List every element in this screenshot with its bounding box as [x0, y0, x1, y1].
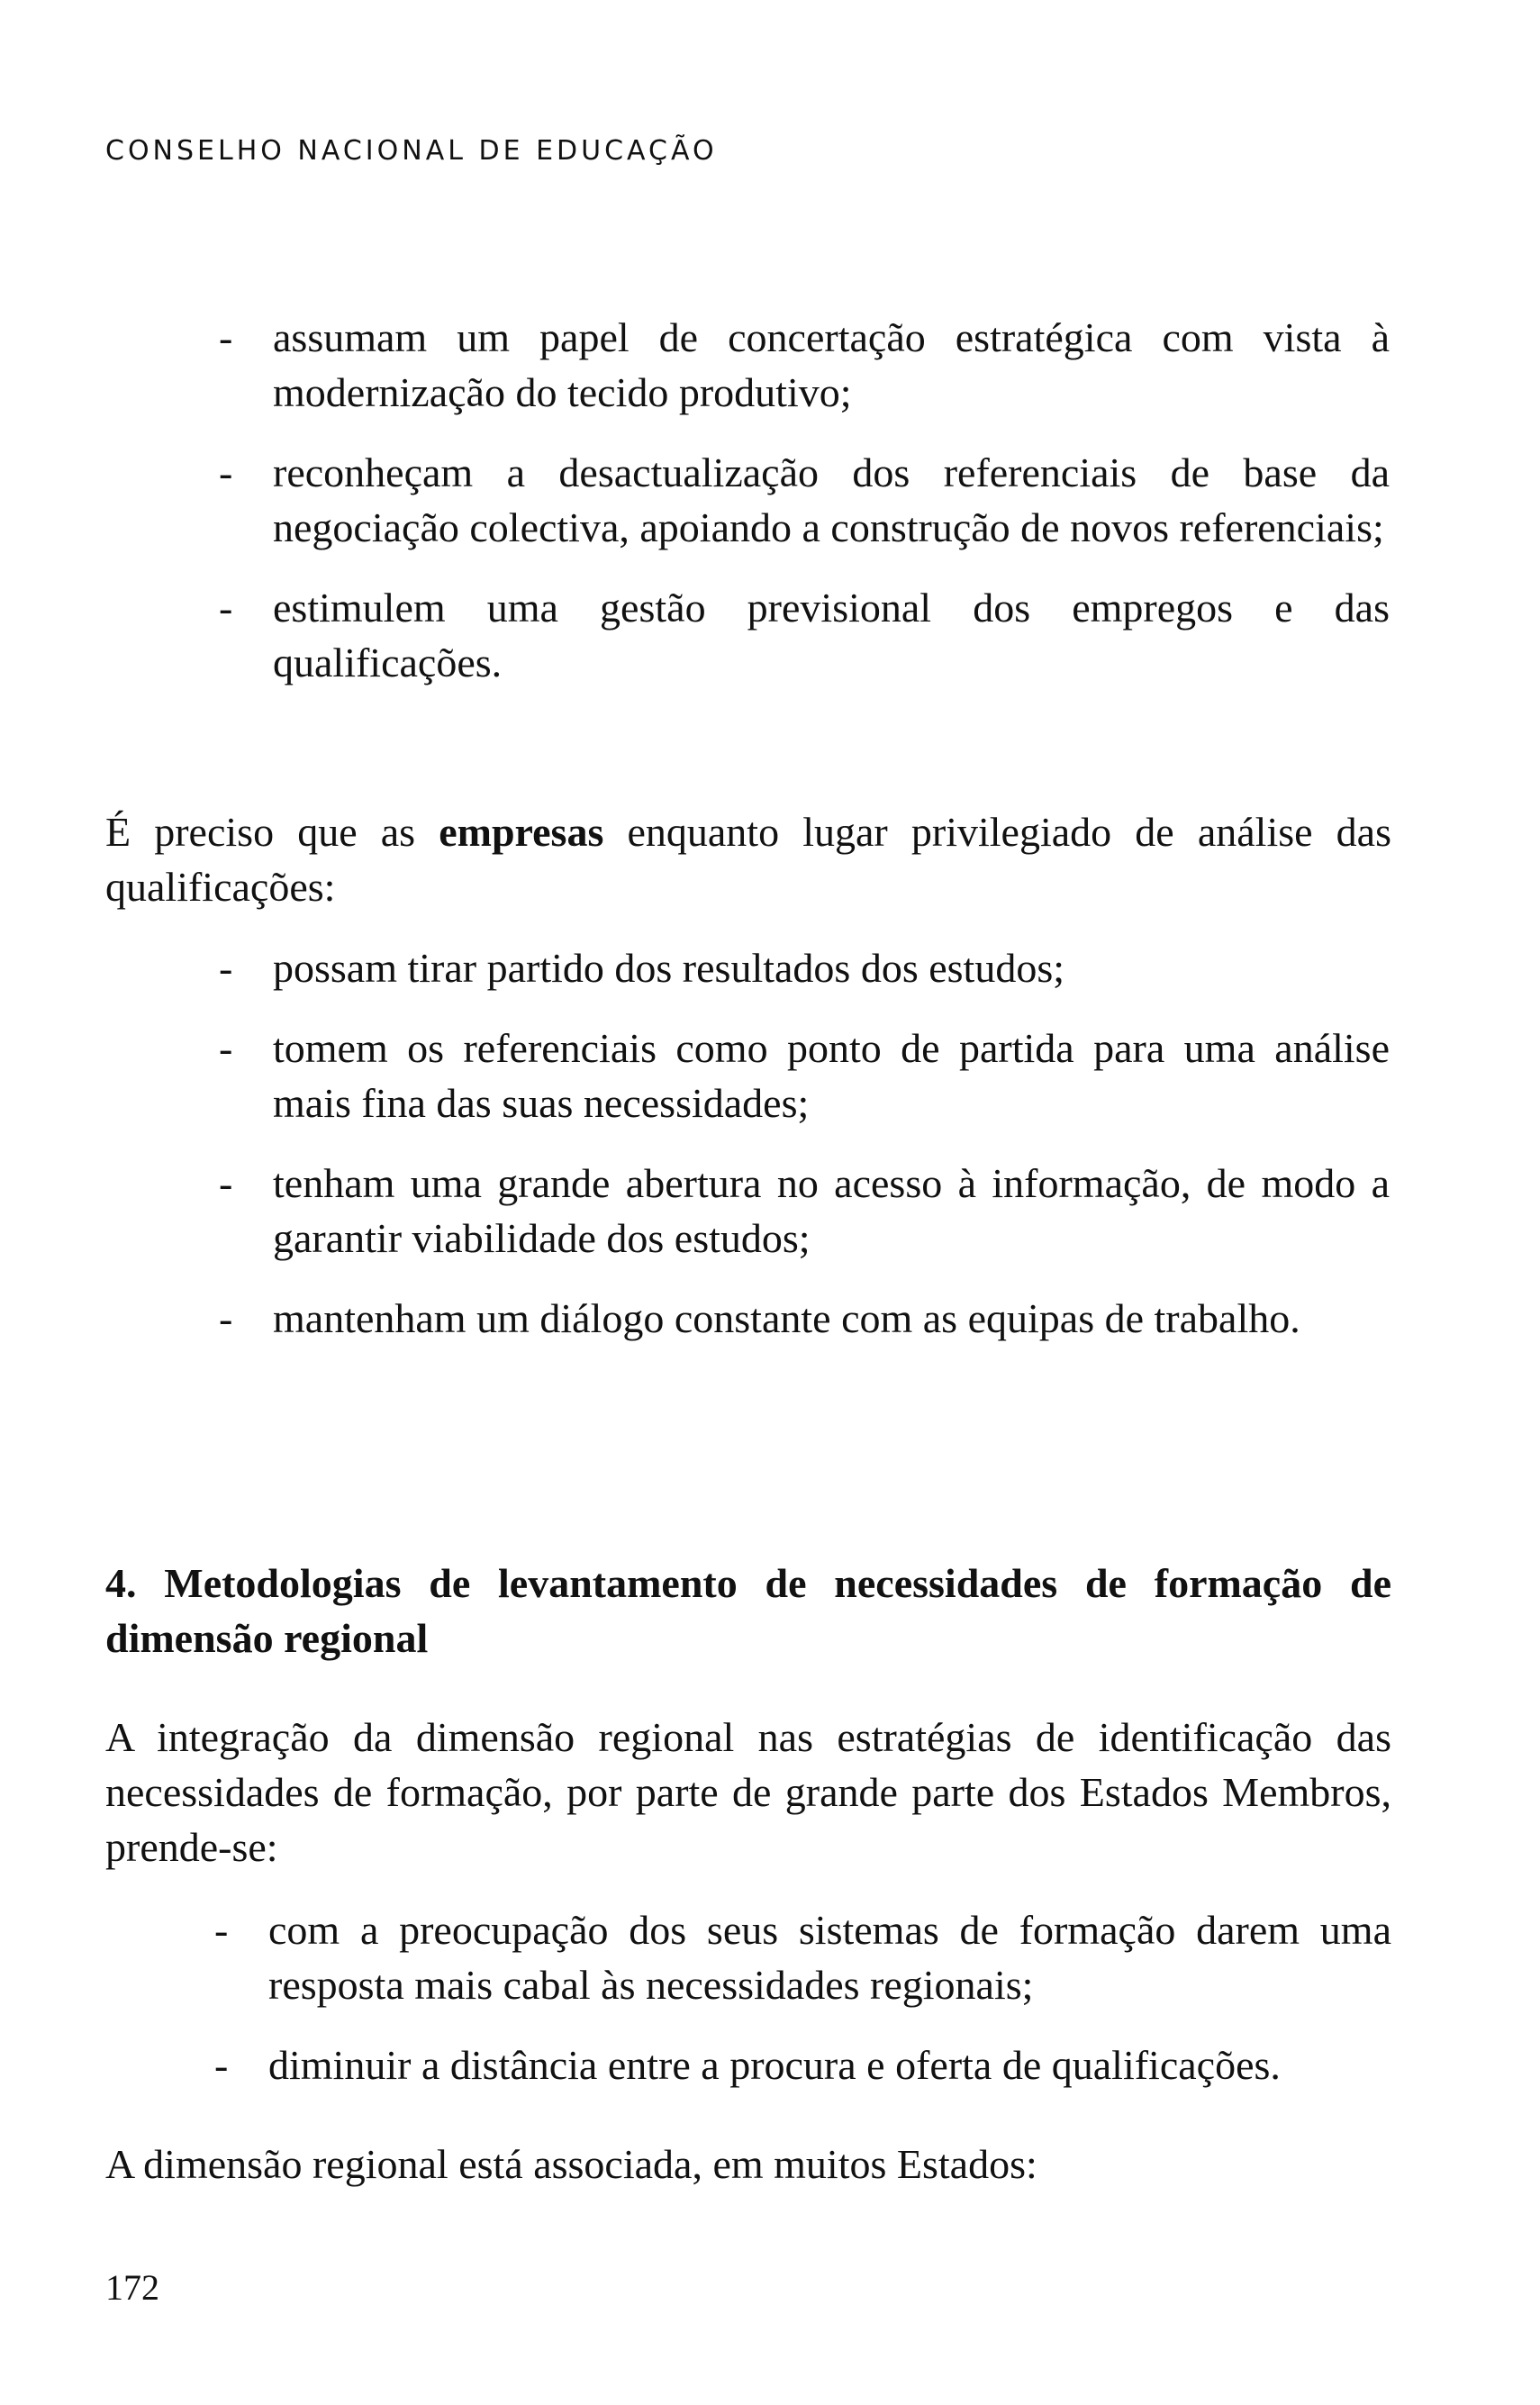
list-item	[219, 310, 1390, 420]
bullet-list-social-partners	[0, 310, 1540, 690]
list-dash: -	[219, 1025, 233, 1071]
list-item-text: tenham uma grande abertura no acesso à informação, de modo a garantir viabilidade dos estudos;	[273, 1160, 1390, 1261]
bold-term: empresas	[439, 809, 604, 855]
list-item-text: mantenham um diálogo constante com as equipas de trabalho.	[273, 1295, 1300, 1341]
list-item-text: tomem os referenciais como ponto de partida para uma análise mais fina das suas necessidades;	[273, 1025, 1390, 1126]
list-item	[219, 445, 1390, 555]
bullet-list-regional	[0, 1902, 1540, 2092]
page-number: 172	[105, 2267, 159, 2308]
list-dash: -	[214, 1907, 229, 1953]
list-item-text: diminuir a distância entre a procura e oferta de qualificações.	[268, 2042, 1281, 2088]
paragraph-text-end: enquanto lugar privilegiado de análise das qualificações:	[105, 809, 1392, 910]
list-item	[219, 1156, 1390, 1266]
list-item-text: possam tirar partido dos resultados dos estudos;	[273, 945, 1065, 991]
list-item-text: com a preocupação dos seus sistemas de formação darem uma resposta mais cabal às necessidades regionais;	[268, 1907, 1391, 2008]
list-item-text: reconheçam a desactualização dos referenciais de base da negociação colectiva, apoiando a construção de novos referenciais;	[273, 449, 1390, 550]
list-item-text: assumam um papel de concertação estratégica com vista à modernização do tecido produtivo;	[273, 314, 1390, 415]
list-item-text: estimulem uma gestão previsional dos empregos e das qualificações.	[273, 585, 1390, 685]
list-item	[219, 1021, 1390, 1130]
list-item	[214, 1902, 1391, 2012]
list-item	[219, 1291, 1390, 1346]
list-item	[219, 580, 1390, 690]
list-item	[214, 2037, 1391, 2092]
paragraph-empresas	[105, 804, 1391, 914]
paragraph-text-start: É preciso que as	[105, 809, 439, 855]
list-dash: -	[219, 1160, 233, 1206]
section-heading: 4. Metodologias de levantamento de necessidades de formação de dimensão regional	[105, 1560, 1391, 1661]
list-dash: -	[219, 449, 233, 495]
paragraph-closing: A dimensão regional está associada, em muitos Estados:	[105, 2141, 1037, 2187]
list-dash: -	[214, 2042, 229, 2088]
list-dash: -	[219, 314, 233, 360]
running-header: CONSELHO NACIONAL DE EDUCAÇÃO	[105, 135, 718, 167]
list-dash: -	[219, 585, 233, 631]
list-dash: -	[219, 945, 233, 991]
bullet-list-empresas	[0, 940, 1540, 1346]
paragraph-regional: A integração da dimensão regional nas estratégias de identificação das necessidades de formação, por parte de grande parte dos Estados Membros, prende-se:	[105, 1714, 1391, 1870]
list-dash: -	[219, 1295, 233, 1341]
list-item	[219, 940, 1390, 995]
